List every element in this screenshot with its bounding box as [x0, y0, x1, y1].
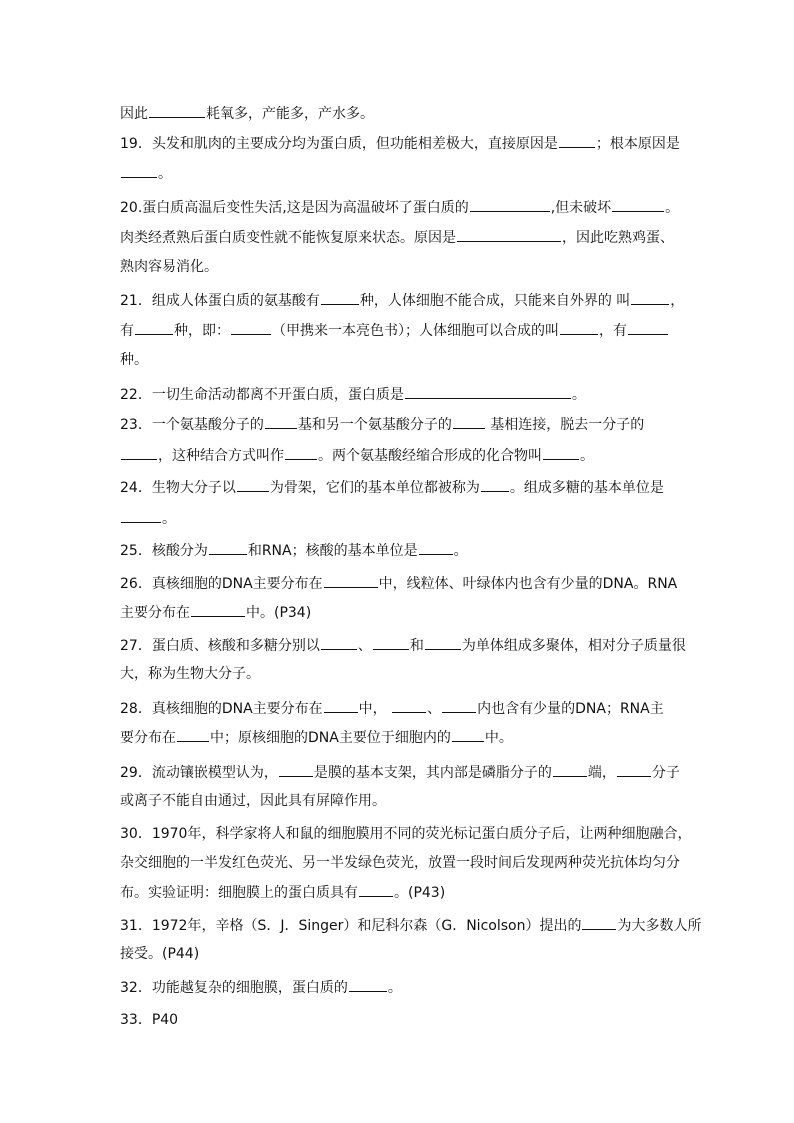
line-text: 、	[427, 701, 442, 717]
text-line-7	[120, 290, 684, 310]
fill-in-blank	[279, 762, 313, 777]
fill-in-blank	[405, 384, 571, 399]
line-text: ,但未破坏	[550, 200, 612, 216]
fill-in-blank	[121, 163, 157, 178]
text-line-14	[120, 508, 176, 528]
line-text: 基和另一个氨基酸分子的	[297, 417, 452, 433]
line-text: 分子	[651, 765, 680, 781]
fill-in-blank	[559, 133, 595, 148]
line-text: 种，人体细胞不能合成，只能来自外界的 叫	[359, 293, 631, 309]
line-text: 接受。(P44)	[120, 946, 200, 962]
line-text: 。	[387, 980, 402, 996]
line-text: 中。	[484, 730, 513, 746]
fill-in-blank	[191, 602, 245, 617]
line-text: ，	[670, 293, 685, 309]
text-line-15	[120, 540, 468, 560]
line-text: ，因此吃熟鸡蛋、	[562, 230, 674, 246]
fill-in-blank	[209, 540, 247, 555]
fill-in-blank	[481, 477, 509, 492]
line-text: 31．1972年，辛格（S．J．Singer）和尼科尔森（G．Nicolson）提出的	[120, 918, 582, 934]
line-text: 中。(P34)	[246, 605, 312, 621]
line-text: 杂交细胞的一半发红色荧光、另一半发绿色荧光，放置一段时间后发现两种荧光抗体均匀分	[120, 855, 680, 871]
text-line-26	[120, 882, 445, 902]
line-text: 熟肉容易消化。	[120, 259, 218, 275]
fill-in-blank	[470, 197, 550, 212]
line-text: 。	[162, 511, 176, 527]
fill-in-blank	[177, 727, 209, 742]
text-line-1	[120, 103, 374, 123]
fill-in-blank	[359, 882, 393, 897]
fill-in-blank	[285, 445, 317, 460]
text-line-17	[120, 602, 311, 622]
text-line-3	[120, 163, 172, 183]
text-line-21	[120, 727, 513, 747]
text-line-22	[120, 762, 680, 782]
fill-in-blank	[419, 540, 453, 555]
line-text: 29．流动镶嵌模型认为，	[120, 765, 278, 781]
fill-in-blank	[149, 103, 205, 118]
fill-in-blank	[442, 698, 476, 713]
line-text: 和	[409, 638, 424, 654]
line-text: 肉类经煮熟后蛋白质变性就不能恢复原来状态。原因是	[120, 230, 456, 246]
line-text: 28．真核细胞的DNA主要分布在	[120, 701, 323, 717]
text-line-19	[120, 664, 260, 684]
line-text: 20.蛋白质高温后变性失活,这是因为高温破坏了蛋白质的	[120, 200, 469, 216]
text-line-12	[120, 445, 594, 465]
fill-in-blank	[135, 320, 173, 335]
line-text: 是膜的基本支架，其内部是磷脂分子的	[313, 765, 552, 781]
line-text: 有	[120, 323, 134, 339]
fill-in-blank	[231, 320, 271, 335]
line-text: 端，	[587, 765, 616, 781]
line-text: 内也含有少量的DNA；RNA主	[477, 701, 664, 717]
text-line-28	[120, 944, 199, 964]
line-text: 21．组成人体蛋白质的氨基酸有	[120, 293, 320, 309]
line-text: 和RNA；核酸的基本单位是	[247, 543, 418, 559]
text-line-20	[120, 698, 664, 718]
line-text: 。	[580, 448, 594, 464]
line-text: 23．一个氨基酸分子的	[120, 417, 264, 433]
text-line-10	[120, 384, 586, 404]
text-line-25	[120, 853, 680, 873]
fill-in-blank	[560, 320, 598, 335]
fill-in-blank	[349, 977, 387, 992]
text-line-11	[120, 414, 644, 434]
fill-in-blank	[425, 635, 461, 650]
line-text: 24．生物大分子以	[120, 480, 236, 496]
line-text: 。两个氨基酸经缩合形成的化合物叫	[318, 448, 542, 464]
fill-in-blank	[543, 445, 579, 460]
fill-in-blank	[121, 508, 161, 523]
text-line-5	[120, 227, 674, 247]
line-text: 基相连接，脱去一分子的	[485, 417, 645, 433]
text-line-6	[120, 257, 218, 277]
fill-in-blank	[237, 477, 269, 492]
line-text: 中，线粒体、叶绿体内也含有少量的DNA。RNA	[378, 576, 678, 592]
fill-in-blank	[321, 290, 359, 305]
line-text: 32．功能越复杂的细胞膜，蛋白质的	[120, 980, 348, 996]
fill-in-blank	[553, 762, 587, 777]
text-line-23	[120, 791, 386, 811]
text-line-9	[120, 350, 148, 370]
fill-in-blank	[612, 197, 664, 212]
line-text: 。(P43)	[394, 885, 446, 901]
line-text: 为单体组成多聚体，相对分子质量很	[461, 638, 686, 654]
fill-in-blank	[631, 290, 669, 305]
line-text: 。	[453, 543, 468, 559]
text-line-30	[120, 1010, 178, 1030]
line-text: 19．头发和肌肉的主要成分均为蛋白质，但功能相差极大，直接原因是	[120, 136, 558, 152]
fill-in-blank	[121, 445, 157, 460]
fill-in-blank	[392, 698, 426, 713]
line-text: 中；原核细胞的DNA主要位于细胞内的	[210, 730, 451, 746]
line-text: 。组成多糖的基本单位是	[509, 480, 664, 496]
line-text: 、	[357, 638, 372, 654]
line-text: ；根本原因是	[595, 136, 680, 152]
line-text: 。	[665, 200, 680, 216]
text-line-29	[120, 977, 402, 997]
line-text: 种，即：	[174, 323, 230, 339]
line-text: （甲携来一本亮色书）；人体细胞可以合成的叫	[272, 323, 559, 339]
fill-in-blank	[324, 573, 378, 588]
line-text: 27．蛋白质、核酸和多糖分别以	[120, 638, 320, 654]
fill-in-blank	[452, 727, 484, 742]
text-line-13	[120, 477, 664, 497]
line-text: 。	[158, 166, 172, 182]
text-line-2	[120, 133, 680, 153]
text-line-24	[120, 824, 691, 844]
fill-in-blank	[321, 635, 357, 650]
line-text: ，这种结合方式叫作	[158, 448, 284, 464]
fill-in-blank	[617, 762, 651, 777]
fill-in-blank	[582, 915, 616, 930]
line-text: 为骨架，它们的基本单位都被称为	[269, 480, 480, 496]
line-text: 主要分布在	[120, 605, 190, 621]
line-text: 耗氧多，产能多，产水多。	[206, 106, 374, 122]
line-text: 因此	[120, 106, 148, 122]
fill-in-blank	[373, 635, 409, 650]
fill-in-blank	[457, 227, 561, 242]
line-text: 或离子不能自由通过，因此具有屏障作用。	[120, 793, 386, 809]
text-line-16	[120, 573, 677, 593]
line-text: 布。实验证明：细胞膜上的蛋白质具有	[120, 885, 358, 901]
fill-in-blank	[453, 414, 485, 429]
fill-in-blank	[628, 320, 668, 335]
line-text: 种。	[120, 352, 148, 368]
line-text: 33．P40	[120, 1012, 179, 1028]
line-text: 30．1970年，科学家将人和鼠的细胞膜用不同的荧光标记蛋白质分子后，让两种细胞融合，	[120, 826, 692, 842]
line-text: 25．核酸分为	[120, 543, 208, 559]
fill-in-blank	[265, 414, 297, 429]
line-text: 22．一切生命活动都离不开蛋白质，蛋白质是	[120, 387, 404, 403]
line-text: 26．真核细胞的DNA主要分布在	[120, 576, 323, 592]
line-text: ，有	[599, 323, 627, 339]
text-line-4	[120, 197, 679, 217]
text-line-18	[120, 635, 686, 655]
line-text: 要分布在	[120, 730, 176, 746]
text-line-8	[120, 320, 669, 340]
fill-in-blank	[324, 698, 358, 713]
line-text: 大，称为生物大分子。	[120, 666, 260, 682]
line-text: 中，	[358, 701, 392, 717]
line-text: 为大多数人所	[617, 918, 702, 934]
line-text: 。	[571, 387, 586, 403]
text-line-27	[120, 915, 701, 935]
